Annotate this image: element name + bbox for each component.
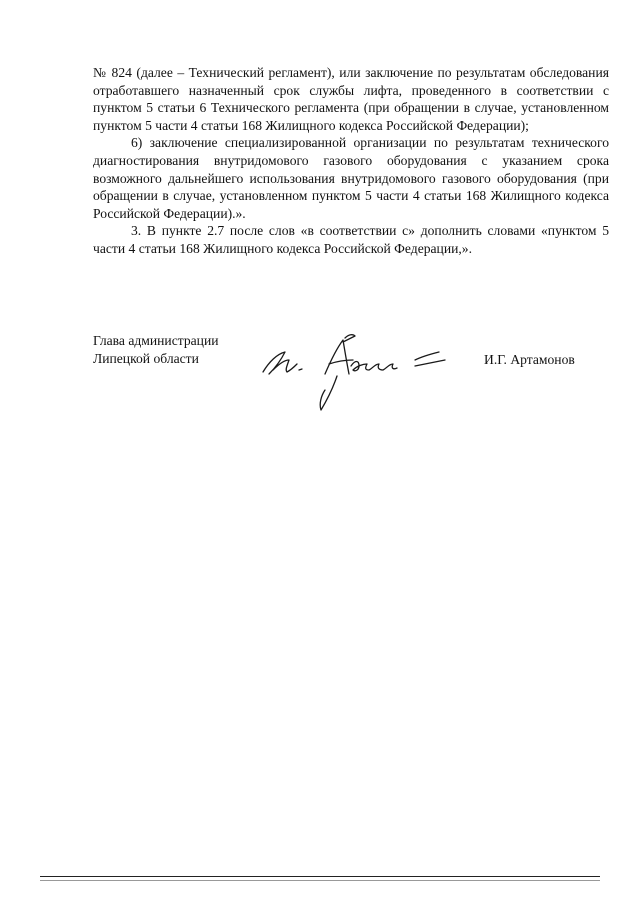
signer-title-line-2: Липецкой области — [93, 351, 199, 366]
document-body — [93, 64, 609, 258]
signer-name: И.Г. Артамонов — [484, 352, 575, 367]
signer-title-line-1: Глава администрации — [93, 333, 219, 348]
paragraph-continuation: № 824 (далее – Технический регламент), или заключение по результатам обследования отработавшего назначенный срок службы лифта, проведенного в соответствии с пунктом 5 статьи 6 Технического регламента (при обращении в случае, установленном пунктом 5 части 4 статьи 168 Жилищного кодекса Российской Федерации); — [93, 65, 609, 133]
paragraph-item-6: 6) заключение специализированной организации по результатам технического диагностирования внутридомового газового оборудования с указанием срока возможного дальнейшего использования внутридомового газового оборудования (при обращении в случае, установленном пунктом 5 части 4 статьи 168 Жилищного кодекса Российской Федерации).». — [93, 135, 609, 221]
handwritten-signature-icon — [255, 330, 465, 415]
signature-block — [0, 330, 640, 420]
footer-divider-shadow — [40, 880, 600, 881]
signer-title — [93, 332, 219, 368]
paragraph-item-3: 3. В пункте 2.7 после слов «в соответствии с» дополнить словами «пунктом 5 части 4 статьи 168 Жилищного кодекса Российской Федерации,». — [93, 223, 609, 256]
footer-divider — [40, 876, 600, 877]
